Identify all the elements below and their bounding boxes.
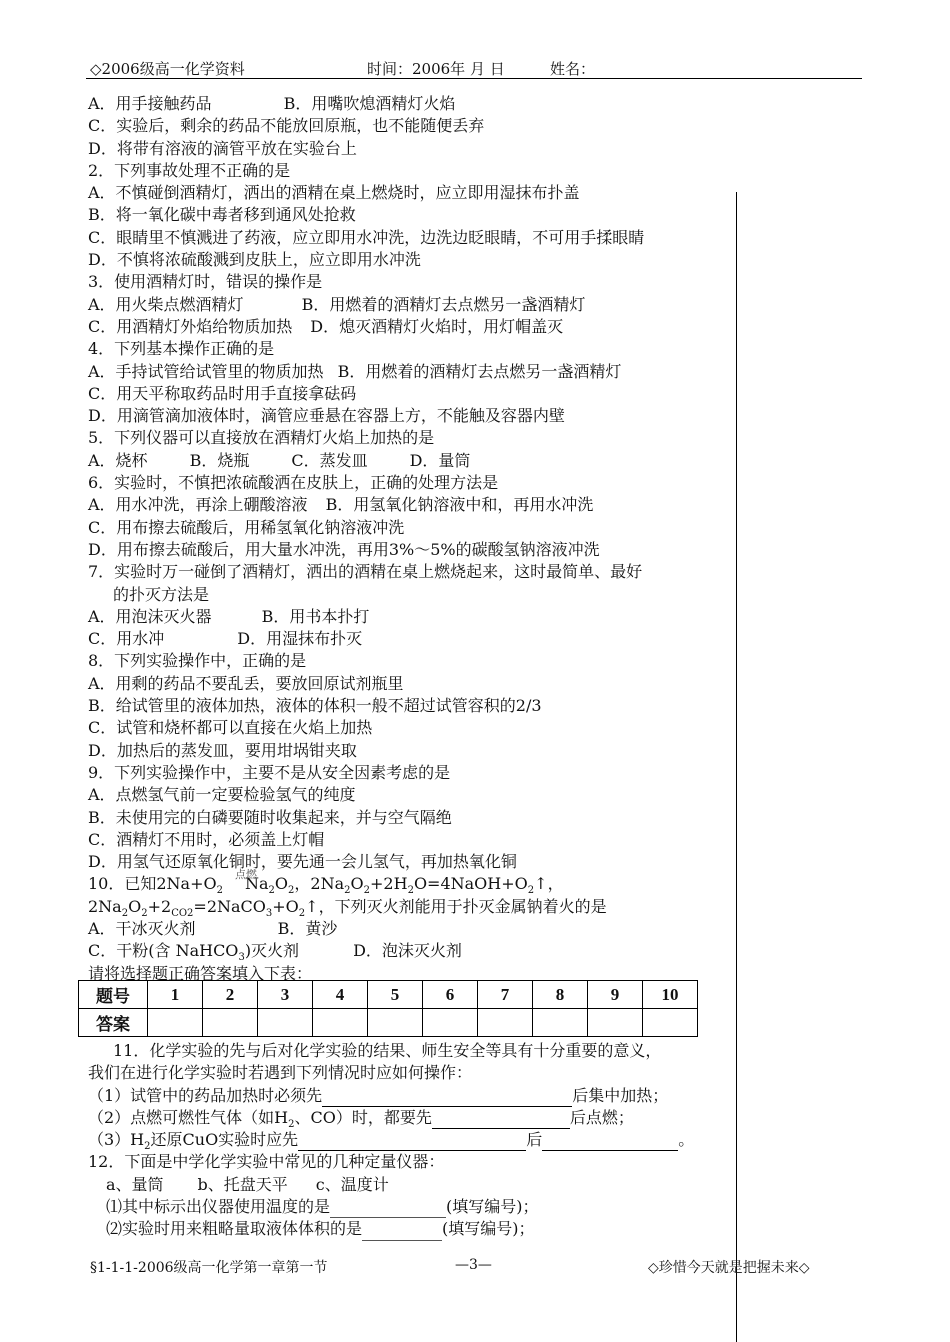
q3-stem: 3．使用酒精灯时，错误的操作是 [88,272,323,292]
header-date: 时间：2006年 月 日 [367,60,505,78]
q11-stem: 11．化学实验的先与后对化学实验的结果、师生安全等具有十分重要的意义， [113,1041,662,1060]
q11-stem-cont: 我们在进行化学实验时若遇到下列情况时应如何操作： [88,1063,473,1083]
answer-cell[interactable] [203,1009,258,1037]
q10-options-ab: A．干冰灭火剂 B．黄沙 [88,918,338,938]
table-cell: 2 [203,981,258,1009]
q8-stem: 8．下列实验操作中，正确的是 [88,651,307,671]
q5-stem: 5．下列仪器可以直接放在酒精灯火焰上加热的是 [88,428,435,448]
row-label-answer: 答案 [79,1009,148,1037]
header-left: ◇2006级高一化学资料 [90,60,245,78]
q5-options: A．烧杯 B．烧瓶 C．蒸发皿 D．量筒 [88,450,471,470]
answer-cell[interactable] [313,1009,368,1037]
table-intro: 请将选择题正确答案填入下表： [88,963,313,983]
q11-item-2: （2）点燃可燃性气体（如$H_2$、CO）时，都要先 后点燃； [88,1107,634,1131]
answer-blank[interactable] [542,1132,678,1151]
header-rule [86,78,862,79]
q7-stem-cont: 的扑灭方法是 [113,584,210,604]
q1-option-d: D．将带有溶液的滴管平放在实验台上 [88,138,357,158]
q12-item-1: ⑴其中标示出仪器使用温度的是 (填写编号)； [88,1196,694,1218]
q12-stem: 12．下面是中学化学实验中常见的几种定量仪器： [88,1152,445,1172]
margin-line [736,192,737,1342]
header-name: 姓名： [550,60,596,78]
footer-left: §1-1-1-2006级高一化学第一章第一节 [90,1260,328,1276]
answer-blank[interactable] [432,1110,570,1129]
q4-stem: 4．下列基本操作正确的是 [88,339,275,359]
table-cell: 3 [258,981,313,1009]
table-cell: 9 [588,981,643,1009]
q3-options-cd: C．用酒精灯外焰给物质加热 D．熄灭酒精灯火焰时，用灯帽盖灭 [88,316,564,336]
q6-option-d: D．用布擦去硫酸后，用大量水冲洗，再用3%～5%的碳酸氢钠溶液冲洗 [88,539,600,559]
q3-options-ab: A．用火柴点燃酒精灯 B．用燃着的酒精灯去点燃另一盏酒精灯 [88,294,586,314]
table-cell: 10 [643,981,698,1009]
q6-options-ab: A．用水冲洗，再涂上硼酸溶液 B．用氢氧化钠溶液中和，再用水冲洗 [88,495,594,515]
page-number: —3— [455,1257,492,1273]
question-list [88,93,728,985]
q7-options-ab: A．用泡沫灭火器 B．用书本扑打 [88,606,370,626]
table-row [79,1009,698,1037]
q9-option-b: B．未使用完的白磷要随时收集起来，并与空气隔绝 [88,807,452,827]
q6-option-c: C．用布擦去硫酸后，用稀氢氧化钠溶液冲洗 [88,517,405,537]
q1-option-c: C．实验后，剩余的药品不能放回原瓶，也不能随便丢弃 [88,116,485,136]
q10-stem-line2: $2Na_2O_2+2_{CO2}=2NaCO_3+O_2↑$，下列灭火剂能用于扑灭金属钠着火的是 [88,896,607,919]
answer-cell[interactable] [643,1009,698,1037]
q9-option-c: C．酒精灯不用时，必须盖上灯帽 [88,829,325,849]
footer-right: ◇珍惜今天就是把握未来◇ [648,1260,810,1276]
q10-stem-line1: 10．已知$2Na+O_2$ $Na_2O_2$，$2Na_2O_2+2H_2O=4NaOH+O_2↑$， [88,874,564,897]
q7-options-cd: C．用水冲 D．用湿抹布扑灭 [88,629,363,649]
answer-cell[interactable] [478,1009,533,1037]
q2-option-c: C．眼睛里不慎溅进了药液，应立即用水冲洗，边洗边眨眼睛，不可用手揉眼睛 [88,227,645,247]
q9-stem: 9．下列实验操作中，主要不是从安全因素考虑的是 [88,762,451,782]
answer-table [78,980,698,1037]
q10-options-cd: C．干粉(含 NaHCO$_3$)灭火剂 D．泡沫灭火剂 [88,941,462,964]
q11-item-3: $(3)H_2$还原CuO实验时应先 后 。 [88,1130,695,1153]
answer-cell[interactable] [148,1009,203,1037]
table-cell: 1 [148,981,203,1009]
q4-option-d: D．用滴管滴加液体时，滴管应垂悬在容器上方，不能触及容器内壁 [88,406,565,426]
table-row [79,981,698,1009]
fill-in-section [88,1040,694,1241]
q12-item-2: ⑵实验时用来粗略量取液体体积的是 (填写编号)； [88,1218,694,1240]
q8-option-a: A．用剩的药品不要乱丢，要放回原试剂瓶里 [88,673,404,693]
q6-stem: 6．实验时，不慎把浓硫酸洒在皮肤上，正确的处理方法是 [88,473,499,493]
table-cell: 7 [478,981,533,1009]
table-cell: 5 [368,981,423,1009]
answer-blank[interactable] [322,1088,572,1107]
table-cell: 6 [423,981,478,1009]
q9-option-a: A．点燃氢气前一定要检验氢气的纯度 [88,785,356,805]
answer-blank[interactable] [298,1132,526,1151]
q1-options-ab: A．用手接触药品 B．用嘴吹熄酒精灯火焰 [88,94,456,113]
q2-option-d: D．不慎将浓硫酸溅到皮肤上，应立即用水冲洗 [88,250,421,270]
answer-cell[interactable] [423,1009,478,1037]
q8-option-d: D．加热后的蒸发皿，要用坩埚钳夹取 [88,740,357,760]
q12-instruments: a、量筒 b、托盘天平 c、温度计 [106,1174,389,1194]
q8-option-b: B．给试管里的液体加热，液体的体积一般不超过试管容积的2/3 [88,696,542,716]
answer-blank[interactable] [362,1222,442,1241]
answer-cell[interactable] [368,1009,423,1037]
answer-cell[interactable] [258,1009,313,1037]
q2-option-a: A．不慎碰倒酒精灯，洒出的酒精在桌上燃烧时，应立即用湿抹布扑盖 [88,183,580,203]
answer-blank[interactable] [330,1199,446,1218]
q2-stem: 2．下列事故处理不正确的是 [88,160,291,180]
row-label-number: 题号 [79,981,148,1009]
reaction-condition-annotation: 点燃 [235,868,257,881]
q4-options-ab: A．手持试管给试管里的物质加热 B．用燃着的酒精灯去点燃另一盏酒精灯 [88,361,622,381]
q9-option-d: D．用氢气还原氧化铜时，要先通一会儿氢气，再加热氧化铜 [88,852,517,872]
q4-option-c: C．用天平称取药品时用手直接拿砝码 [88,383,357,403]
q11-item-1: （1）试管中的药品加热时必须先 后集中加热； [88,1085,694,1107]
q2-option-b: B．将一氧化碳中毒者移到通风处抢救 [88,205,356,225]
q7-stem: 7．实验时万一碰倒了酒精灯，洒出的酒精在桌上燃烧起来，这时最简单、最好 [88,562,643,582]
q8-option-c: C．试管和烧杯都可以直接在火焰上加热 [88,718,373,738]
answer-cell[interactable] [588,1009,643,1037]
answer-cell[interactable] [533,1009,588,1037]
table-cell: 4 [313,981,368,1009]
table-cell: 8 [533,981,588,1009]
